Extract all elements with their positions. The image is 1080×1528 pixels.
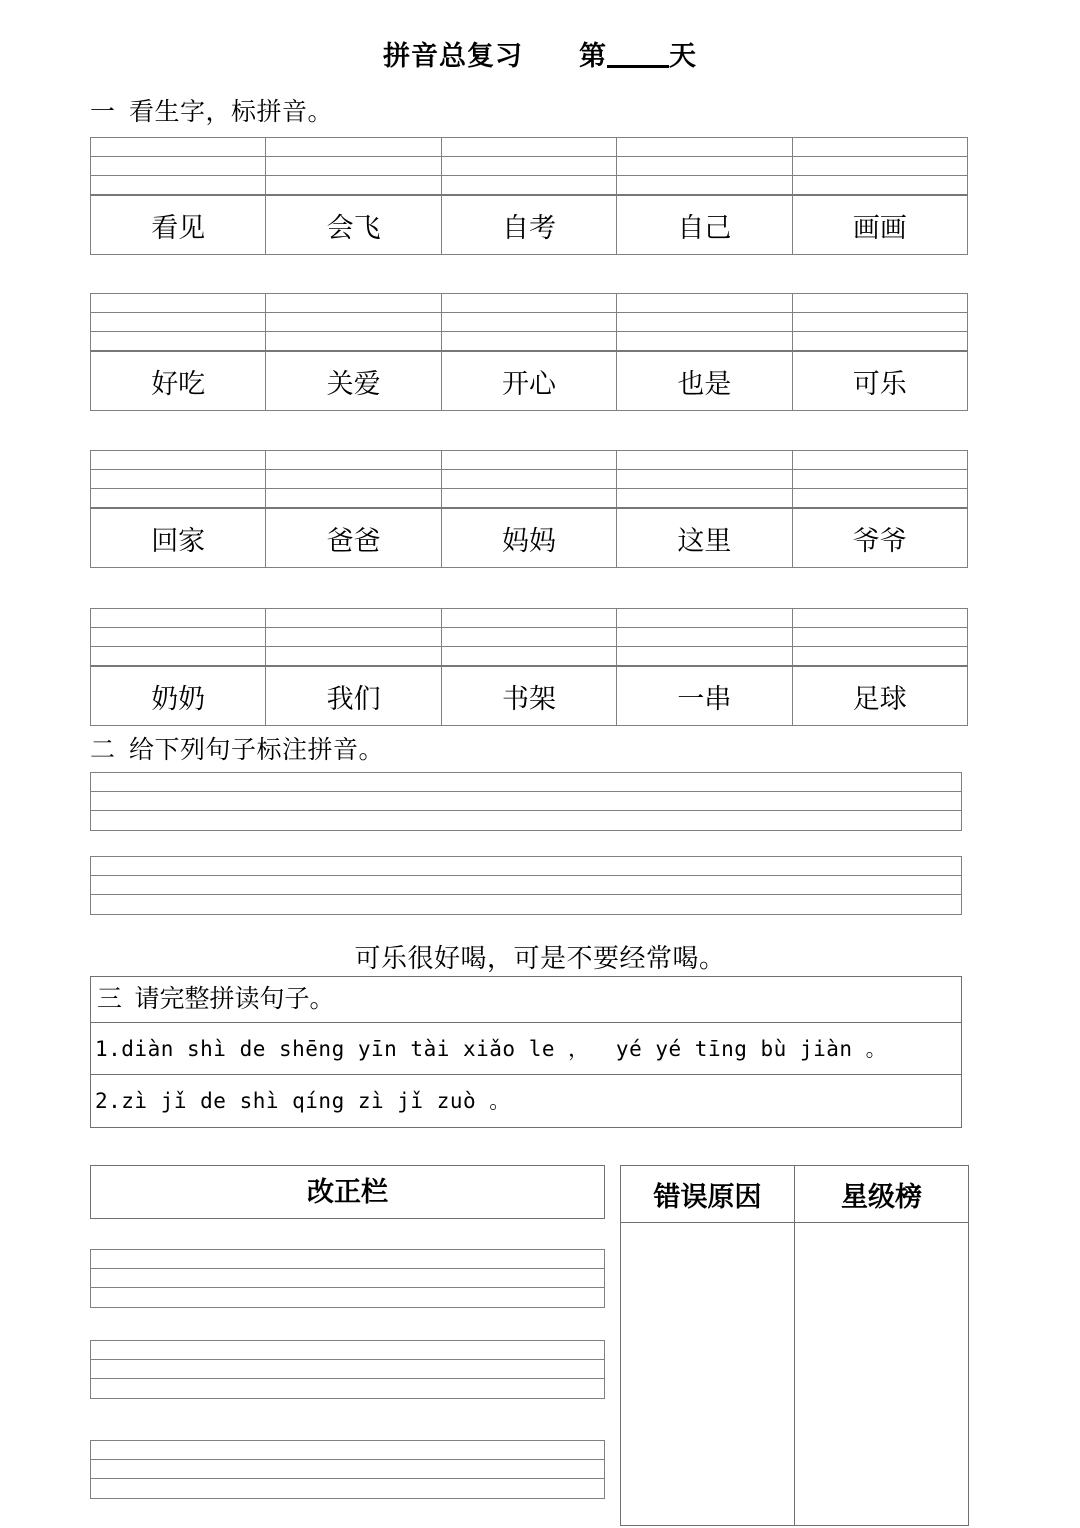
pinyin-row [91,332,968,352]
word-cell: 一串 [617,666,792,726]
pinyin-cell[interactable] [91,609,266,628]
section-one-heading: 一 看生字，标拼音。 [90,99,334,126]
pinyin-cell[interactable] [617,628,792,647]
correction-column-header: 改正栏 [90,1165,605,1219]
pinyin-cell[interactable] [266,647,441,667]
word-cell: 这里 [617,508,792,568]
pinyin-cell[interactable] [91,176,266,196]
eval-header-stars: 星级榜 [795,1166,969,1223]
target-sentence: 可乐很好喝，可是不要经常喝。 [354,944,726,973]
pinyin-cell[interactable] [617,157,792,176]
word-cell: 画画 [792,195,967,255]
pinyin-cell[interactable] [91,332,266,352]
pinyin-cell[interactable] [441,157,616,176]
pinyin-cell[interactable] [266,138,441,157]
pinyin-sentence-2: 2.zì jǐ de shì qíng zì jǐ zuò 。 [95,1089,511,1113]
table-row [91,351,968,411]
table-row [91,508,968,568]
word-cell: 自考 [441,195,616,255]
table-row [91,666,968,726]
writing-line[interactable] [91,895,961,914]
word-cell: 开心 [441,351,616,411]
word-cell: 书架 [441,666,616,726]
writing-line[interactable] [91,1360,604,1379]
pinyin-cell[interactable] [266,176,441,196]
pinyin-cell[interactable] [792,176,967,196]
word-cell: 奶奶 [91,666,266,726]
table-row [91,195,968,255]
pinyin-row [91,470,968,489]
word-cell: 我们 [266,666,441,726]
table-row [621,1223,969,1526]
eval-header-reason: 错误原因 [621,1166,795,1223]
pinyin-writing-box-1[interactable] [90,772,962,831]
pinyin-cell[interactable] [792,647,967,667]
pinyin-row [91,157,968,176]
pinyin-cell[interactable] [617,138,792,157]
eval-cell-reason[interactable] [621,1223,795,1526]
pinyin-row [91,294,968,313]
writing-line[interactable] [91,792,961,811]
correction-writing-box-1[interactable] [90,1249,605,1308]
word-cell: 爷爷 [792,508,967,568]
pinyin-row [91,138,968,157]
pinyin-cell[interactable] [266,294,441,313]
pinyin-cell[interactable] [792,332,967,352]
correction-writing-box-2[interactable] [90,1340,605,1399]
section-three-heading: 三 请完整拼读句子。 [91,977,961,1023]
pinyin-cell[interactable] [441,470,616,489]
word-cell: 关爱 [266,351,441,411]
pinyin-sentence-1: 1.diàn shì de shēng yīn tài xiǎo le ， yé yé tīng bù jiàn 。 [91,1023,961,1075]
writing-line[interactable] [91,1341,604,1360]
title-day-suffix: 天 [669,41,697,71]
writing-line[interactable] [91,1288,604,1307]
word-cell: 看见 [91,195,266,255]
word-cell: 会飞 [266,195,441,255]
pinyin-cell[interactable] [91,628,266,647]
writing-line[interactable] [91,1460,604,1479]
pinyin-row [91,628,968,647]
pinyin-cell[interactable] [266,609,441,628]
word-cell: 自己 [617,195,792,255]
writing-line[interactable] [91,1479,604,1498]
word-cell: 好吃 [91,351,266,411]
evaluation-table [620,1165,969,1526]
writing-line[interactable] [91,1379,604,1398]
section-three-box [90,976,962,1128]
pinyin-cell[interactable] [792,609,967,628]
pinyin-cell[interactable] [91,470,266,489]
pinyin-cell[interactable] [792,451,967,470]
title-main: 拼音总复习 [383,41,523,71]
word-cell: 可乐 [792,351,967,411]
word-table-2 [90,293,968,411]
word-cell: 妈妈 [441,508,616,568]
pinyin-cell[interactable] [792,313,967,332]
pinyin-cell[interactable] [266,470,441,489]
writing-line[interactable] [91,1269,604,1288]
pinyin-cell[interactable] [617,470,792,489]
pinyin-row [91,451,968,470]
writing-line[interactable] [91,1250,604,1269]
pinyin-row [91,313,968,332]
pinyin-cell[interactable] [266,332,441,352]
writing-line[interactable] [91,876,961,895]
correction-writing-box-3[interactable] [90,1440,605,1499]
pinyin-cell[interactable] [441,138,616,157]
title-day-prefix: 第 [579,41,607,71]
pinyin-row [91,489,968,509]
pinyin-cell[interactable] [617,647,792,667]
pinyin-cell[interactable] [441,647,616,667]
pinyin-row [91,647,968,667]
pinyin-cell[interactable] [617,609,792,628]
pinyin-row [91,609,968,628]
pinyin-cell[interactable] [617,332,792,352]
pinyin-cell[interactable] [441,628,616,647]
pinyin-cell[interactable] [617,313,792,332]
pinyin-row [91,176,968,196]
pinyin-cell[interactable] [617,489,792,509]
pinyin-cell[interactable] [91,489,266,509]
word-table-1 [90,137,968,255]
pinyin-cell[interactable] [441,313,616,332]
pinyin-cell[interactable] [441,332,616,352]
word-cell: 爸爸 [266,508,441,568]
writing-line[interactable] [91,811,961,830]
word-cell: 回家 [91,508,266,568]
word-cell: 足球 [792,666,967,726]
pinyin-cell[interactable] [441,451,616,470]
pinyin-cell[interactable] [91,647,266,667]
pinyin-cell[interactable] [441,489,616,509]
word-table-4 [90,608,968,726]
pinyin-cell[interactable] [792,489,967,509]
pinyin-cell[interactable] [792,294,967,313]
pinyin-cell[interactable] [266,489,441,509]
pinyin-cell[interactable] [792,628,967,647]
section-two-heading: 二 给下列句子标注拼音。 [90,737,385,764]
pinyin-cell[interactable] [266,313,441,332]
pinyin-cell[interactable] [441,176,616,196]
pinyin-cell[interactable] [266,628,441,647]
pinyin-cell[interactable] [266,451,441,470]
word-cell: 也是 [617,351,792,411]
pinyin-cell[interactable] [441,609,616,628]
writing-line[interactable] [91,773,961,792]
pinyin-cell[interactable] [617,294,792,313]
pinyin-cell[interactable] [91,294,266,313]
pinyin-cell[interactable] [792,157,967,176]
pinyin-cell[interactable] [91,157,266,176]
pinyin-cell[interactable] [617,451,792,470]
pinyin-cell[interactable] [617,176,792,196]
pinyin-cell[interactable] [266,157,441,176]
pinyin-cell[interactable] [792,138,967,157]
writing-line[interactable] [91,1441,604,1460]
eval-cell-stars[interactable] [795,1223,969,1526]
pinyin-cell[interactable] [91,451,266,470]
pinyin-cell[interactable] [792,470,967,489]
title-day-blank [607,65,669,68]
writing-line[interactable] [91,857,961,876]
pinyin-writing-box-2[interactable] [90,856,962,915]
pinyin-cell[interactable] [91,313,266,332]
pinyin-cell[interactable] [91,138,266,157]
page-title [0,34,1080,73]
word-table-3 [90,450,968,568]
table-header-row [621,1166,969,1223]
pinyin-cell[interactable] [441,294,616,313]
